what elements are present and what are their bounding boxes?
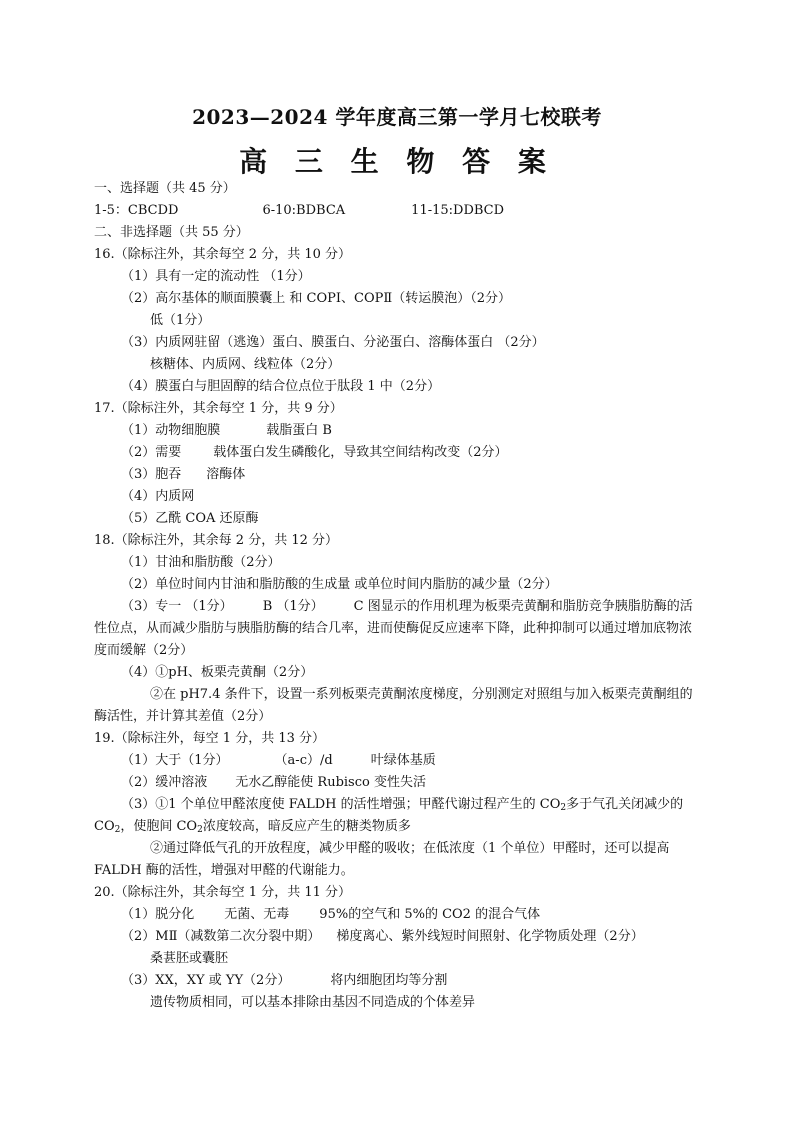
q18-answer-3c: C 图显示的作用机理为板栗壳黄酮和脂肪竞争胰脂肪酶的活性位点，从而减少脂肪与胰脂肪酶的结合几率，进而使酶促反应速率下降，此种抑制可以通过增加底物浓度而缓解（2分） — [94, 599, 693, 658]
section1-heading: 一、选择题（共 45 分） — [94, 181, 236, 196]
q20-answer-3-cont: 遗传物质相同，可以基本排除由基因不同造成的个体差异 — [150, 995, 476, 1010]
q20-answer-1c: 95%的空气和 5%的 CO2 的混合气体 — [319, 907, 541, 922]
q18-heading: 18.（除标注外，其余每 2 分，共 12 分） — [94, 533, 339, 548]
q17-answer-5: （5）乙酰 COA 还原酶 — [121, 511, 259, 526]
q17-heading: 17.（除标注外，其余每空 1 分，共 9 分） — [94, 401, 343, 416]
q19-answer-1 — [121, 750, 733, 772]
q19-heading: 19.（除标注外，每空 1 分，共 13 分） — [94, 731, 326, 746]
q19-answer-2a: （2）缓冲溶液 — [121, 775, 208, 790]
q20-answer-2a: （2）MⅡ（减数第二次分裂中期） — [121, 929, 321, 944]
q18-answer-3b: B （1分） — [262, 599, 324, 614]
exam-title: 2023—2024 学年度高三第一学月七校联考 — [192, 105, 602, 129]
q19-answer-3-cont — [94, 838, 700, 882]
q20-answer-1a: （1）脱分化 — [121, 907, 195, 922]
q17-answer-3b: 溶酶体 — [206, 467, 246, 482]
q18-answer-4: （4）①pH、板栗壳黄酮（2分） — [121, 665, 314, 680]
co2-subscript: 2 — [560, 803, 567, 813]
q19-answer-2b: 无水乙醇能使 Rubisco 变性失活 — [235, 775, 426, 790]
q19-answer-1c: 叶绿体基质 — [370, 753, 436, 768]
co2-subscript: 2 — [197, 825, 203, 835]
q18-answer-4b: ②在 pH7.4 条件下，设置一系列板栗壳黄酮浓度梯度，分别测定对照组与加入板栗壳黄酮组的酶活性，并计算其差值（2分） — [94, 687, 693, 724]
q17-answer-2 — [121, 442, 733, 464]
q17-answer-1a: （1）动物细胞膜 — [121, 423, 221, 438]
choice-answers-11-15: 11-15:DDBCD — [411, 203, 505, 218]
q17-answer-4: （4）内质网 — [121, 489, 195, 504]
q17-answer-3 — [121, 464, 733, 486]
q20-answer-1b: 无菌、无毒 — [224, 907, 290, 922]
q18-answer-3a: （3）专一 （1分） — [121, 599, 233, 614]
q17-answer-3a: （3）胞吞 — [121, 467, 182, 482]
q19-answer-3c: ，使胞间 CO — [120, 819, 198, 834]
q20-answer-3 — [121, 970, 733, 992]
q16-answer-3: （3）内质网驻留（逃逸）蛋白、膜蛋白、分泌蛋白、溶酶体蛋白 （2分） — [121, 335, 545, 350]
q19-answer-3 — [94, 794, 700, 838]
q18-answer-1: （1）甘油和脂肪酸（2分） — [121, 555, 281, 570]
q17-answer-1b: 载脂蛋白 B — [266, 423, 332, 438]
q19-answer-3b: 多于气孔关闭减少的 CO — [94, 797, 684, 834]
q17-answer-1 — [121, 420, 733, 442]
q20-answer-2b: 梯度离心、紫外线短时间照射、化学物质处理（2分） — [336, 929, 644, 944]
q20-answer-2-cont: 桑葚胚或囊胚 — [150, 951, 229, 966]
q18-answer-4-cont — [94, 684, 700, 728]
q18-answer-2: （2）单位时间内甘油和脂肪酸的生成量 或单位时间内脂肪的减少量（2分） — [121, 577, 558, 592]
q16-answer-4: （4）膜蛋白与胆固醇的结合位点位于肽段 1 中（2分） — [121, 379, 441, 394]
q17-answer-2b: 载体蛋白发生磷酸化，导致其空间结构改变（2分） — [213, 445, 508, 460]
q19-answer-1a: （1）大于（1分） — [121, 753, 229, 768]
q19-answer-2 — [121, 772, 733, 794]
document-title: 高 三 生 物 答 案 — [239, 145, 555, 178]
q19-answer-1b: （a-c）/d — [274, 753, 333, 768]
q16-answer-2: （2）高尔基体的顺面膜囊上 和 COPⅠ、COPⅡ（转运膜泡）（2分） — [121, 291, 511, 306]
q16-answer-1: （1）具有一定的流动性 （1分） — [121, 269, 311, 284]
q16-heading: 16.（除标注外，其余每空 2 分，共 10 分） — [94, 247, 352, 262]
co2-subscript: 2 — [114, 825, 121, 835]
q20-answer-1 — [121, 904, 733, 926]
q19-answer-3e: ②通过降低气孔的开放程度，减少甲醛的吸收；在低浓度（1 个单位）甲醛时，还可以提高 FALDH 酶的活性，增强对甲醛的代谢能力。 — [94, 841, 670, 878]
q19-answer-3a: （3）①1 个单位甲醛浓度使 FALDH 的活性增强；甲醛代谢过程产生的 CO — [121, 797, 561, 812]
q20-heading: 20.（除标注外，其余每空 1 分，共 11 分） — [94, 885, 352, 900]
q20-answer-2 — [121, 926, 733, 948]
choice-answers-row — [94, 200, 706, 222]
q17-answer-2a: （2）需要 — [121, 445, 182, 460]
q20-answer-3b: 将内细胞团均等分割 — [330, 973, 448, 988]
section2-heading: 二、非选择题（共 55 分） — [94, 225, 249, 240]
q18-answer-3 — [94, 596, 700, 662]
choice-answers-1-5: 1-5：CBCDD — [94, 203, 179, 218]
choice-answers-6-10: 6-10:BDBCA — [262, 203, 346, 218]
q20-answer-3a: （3）XX，XY 或 YY（2分） — [121, 973, 291, 988]
q16-answer-3-cont: 核糖体、内质网、线粒体（2分） — [150, 357, 341, 372]
q16-answer-2-cont: 低（1分） — [150, 313, 211, 328]
q19-answer-3d: 浓度较高，暗反应产生的糖类物质多 — [202, 819, 411, 834]
